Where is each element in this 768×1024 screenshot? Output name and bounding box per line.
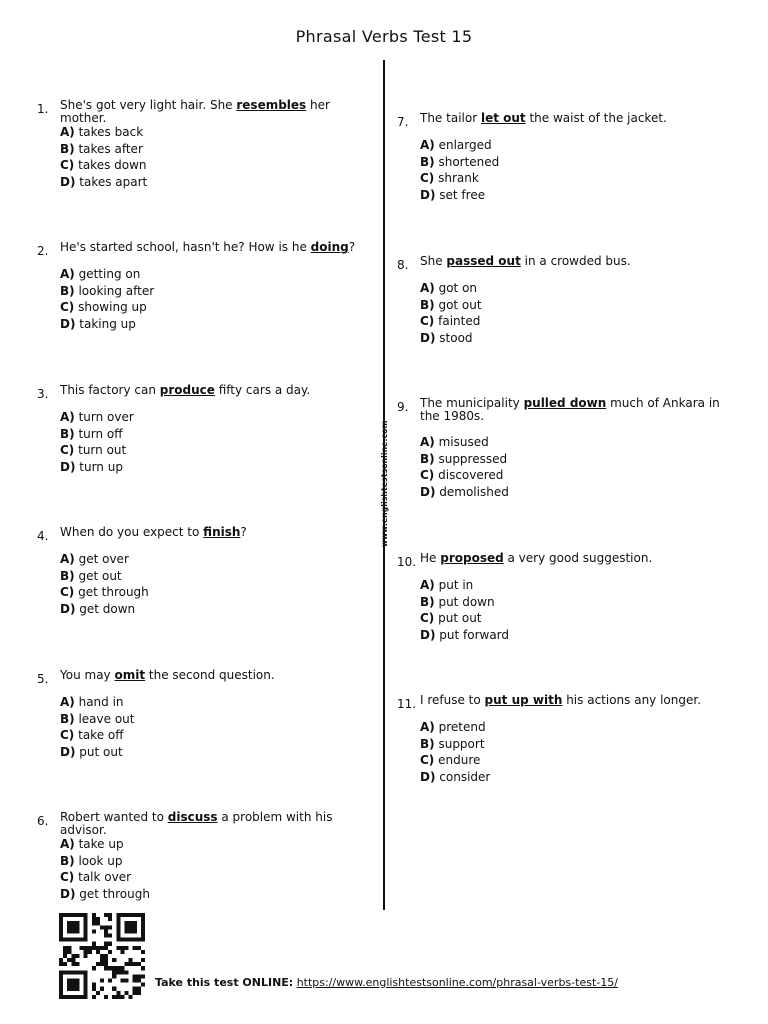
question-text-before: He: [420, 551, 441, 565]
answer-options: [60, 266, 154, 332]
option-letter: B): [60, 141, 75, 156]
question-keyword: produce: [159, 383, 215, 397]
answer-option[interactable]: [420, 154, 499, 171]
answer-option[interactable]: [60, 141, 147, 158]
option-letter: C): [420, 171, 435, 185]
option-text: takes back: [74, 125, 144, 139]
option-letter: C): [60, 870, 75, 884]
question-text-after: ?: [240, 525, 247, 539]
question-text: [420, 255, 738, 268]
answer-option[interactable]: [420, 627, 509, 644]
question-text: [420, 112, 738, 125]
option-letter: D): [420, 187, 436, 202]
option-text: getting on: [74, 267, 141, 281]
answer-option[interactable]: [420, 297, 482, 314]
option-text: talk over: [74, 870, 132, 884]
question-text: [420, 397, 738, 423]
option-text: consider: [435, 769, 491, 784]
option-text: hand in: [74, 695, 124, 709]
question-text-after: the waist of the jacket.: [525, 111, 667, 125]
question-number: 3.: [37, 387, 49, 401]
option-text: put out: [434, 611, 482, 625]
option-letter: D): [420, 769, 436, 784]
answer-options: [420, 434, 509, 500]
option-letter: A): [420, 435, 435, 449]
answer-option[interactable]: [60, 283, 154, 300]
footer-url-link[interactable]: https://www.englishtestsonline.com/phrasal-verbs-test-15/: [296, 976, 618, 989]
option-text: stood: [435, 330, 473, 345]
option-text: takes after: [74, 141, 143, 156]
option-letter: C): [60, 300, 75, 314]
option-letter: D): [60, 316, 76, 331]
option-text: put forward: [435, 627, 510, 642]
option-text: put down: [434, 594, 495, 609]
question-number: 4.: [37, 529, 49, 543]
question-keyword: let out: [480, 111, 526, 125]
answer-option[interactable]: [420, 330, 482, 347]
option-text: leave out: [74, 711, 135, 726]
option-text: put in: [434, 578, 474, 592]
option-letter: B): [60, 426, 75, 441]
option-letter: D): [60, 601, 76, 616]
option-letter: B): [420, 594, 435, 609]
question-text-after: the second question.: [145, 668, 275, 682]
question-text: [60, 811, 378, 837]
option-text: get through: [75, 886, 150, 901]
answer-option[interactable]: [60, 601, 149, 618]
question-text-after: fifty cars a day.: [214, 383, 311, 397]
option-letter: B): [420, 736, 435, 751]
question-text: [60, 526, 378, 539]
option-letter: B): [60, 283, 75, 298]
option-letter: D): [420, 330, 436, 345]
answer-option[interactable]: [60, 157, 147, 174]
option-letter: A): [420, 720, 435, 734]
question-number: 7.: [397, 115, 409, 129]
option-letter: D): [420, 484, 436, 499]
question-keyword: pulled down: [523, 396, 607, 410]
footer-label: Take this test ONLINE:: [155, 976, 294, 989]
option-text: shrank: [434, 171, 479, 185]
option-letter: C): [420, 468, 435, 482]
answer-option[interactable]: [420, 170, 499, 187]
option-letter: B): [60, 568, 75, 583]
question-keyword: omit: [114, 668, 146, 682]
option-letter: C): [60, 585, 75, 599]
question-text-before: She's got very light hair. She: [60, 98, 237, 112]
answer-option[interactable]: [60, 316, 154, 333]
question-text: [420, 694, 738, 707]
option-text: got on: [434, 281, 478, 295]
option-letter: C): [420, 314, 435, 328]
option-letter: D): [60, 174, 76, 189]
option-text: take up: [74, 837, 124, 851]
question-text-after: ?: [348, 240, 356, 254]
answer-option[interactable]: [420, 280, 482, 297]
answer-option[interactable]: [60, 853, 150, 870]
answer-options: [420, 137, 499, 203]
question-keyword: resembles: [236, 98, 307, 112]
option-letter: B): [420, 451, 435, 466]
option-text: demolished: [435, 484, 509, 499]
question-keyword: finish: [203, 525, 241, 539]
option-letter: C): [60, 443, 75, 457]
question-number: 9.: [397, 400, 409, 414]
question-text-before: I refuse to: [420, 693, 485, 707]
question-text-before: The municipality: [420, 396, 524, 410]
question-number: 2.: [37, 244, 49, 258]
option-text: turn over: [74, 410, 134, 424]
answer-option[interactable]: [60, 584, 149, 601]
option-letter: B): [60, 853, 75, 868]
option-text: look up: [74, 853, 123, 868]
option-text: get out: [74, 568, 122, 583]
option-text: support: [434, 736, 485, 751]
question-number: 6.: [37, 814, 49, 828]
page-title: Phrasal Verbs Test 15: [295, 27, 473, 46]
question-number: 10.: [397, 555, 417, 569]
option-letter: D): [420, 627, 436, 642]
answer-option[interactable]: [420, 736, 490, 753]
question-text: [420, 552, 738, 565]
answer-options: [420, 280, 482, 346]
option-text: taking up: [75, 316, 136, 331]
option-text: takes apart: [75, 174, 148, 189]
question-number: 11.: [397, 697, 417, 711]
option-letter: A): [420, 578, 435, 592]
option-text: get over: [74, 552, 129, 566]
option-text: endure: [434, 753, 481, 767]
question-text-after: in a crowded bus.: [520, 254, 631, 268]
answer-option[interactable]: [420, 484, 509, 501]
option-text: showing up: [74, 300, 147, 314]
question-text-after: a problem with his advisor.: [60, 810, 333, 837]
answer-option[interactable]: [60, 174, 147, 191]
question-text-after: her mother.: [60, 98, 330, 125]
answer-option[interactable]: [420, 451, 509, 468]
answer-options: [60, 409, 134, 475]
option-text: misused: [434, 435, 489, 449]
question-text: [60, 384, 378, 397]
option-letter: A): [60, 552, 75, 566]
option-letter: D): [60, 886, 76, 901]
answer-option[interactable]: [60, 568, 149, 585]
question-keyword: put up with: [484, 693, 563, 707]
answer-option[interactable]: [60, 551, 149, 568]
answer-option[interactable]: [420, 467, 509, 484]
option-text: get down: [75, 601, 136, 616]
option-letter: A): [420, 138, 435, 152]
option-text: turn out: [74, 443, 127, 457]
question-keyword: passed out: [446, 254, 521, 268]
option-letter: A): [60, 267, 75, 281]
answer-option[interactable]: [420, 752, 490, 769]
answer-option[interactable]: [420, 137, 499, 154]
option-text: enlarged: [434, 138, 492, 152]
question-text-before: He's started school, hasn't he? How is he: [60, 240, 311, 254]
option-text: shortened: [434, 154, 500, 169]
answer-option[interactable]: [420, 594, 509, 611]
answer-options: [60, 694, 134, 760]
question-text-after: a very good suggestion.: [503, 551, 653, 565]
option-letter: B): [420, 154, 435, 169]
answer-option[interactable]: [60, 886, 150, 903]
question-text-before: This factory can: [60, 383, 160, 397]
option-letter: C): [60, 728, 75, 742]
option-letter: B): [420, 297, 435, 312]
answer-option[interactable]: [420, 610, 509, 627]
option-letter: A): [60, 837, 75, 851]
option-letter: A): [60, 125, 75, 139]
option-text: takes down: [74, 158, 147, 172]
option-letter: D): [60, 459, 76, 474]
answer-option[interactable]: [420, 577, 509, 594]
qr-code-icon: [58, 913, 146, 999]
option-text: looking after: [74, 283, 155, 298]
answer-option[interactable]: [60, 459, 134, 476]
question-text: [60, 99, 378, 125]
question-text-before: She: [420, 254, 447, 268]
answer-option[interactable]: [60, 124, 147, 141]
question-keyword: proposed: [440, 551, 504, 565]
answer-option[interactable]: [420, 434, 509, 451]
option-text: put out: [75, 744, 123, 759]
option-letter: C): [60, 158, 75, 172]
side-url-text: www.englishtestsonline.com: [380, 420, 389, 547]
option-text: turn up: [75, 459, 123, 474]
question-text-after: much of Ankara in the 1980s.: [420, 396, 720, 423]
answer-options: [420, 719, 490, 785]
question-number: 8.: [397, 258, 409, 272]
question-text: [60, 669, 378, 682]
option-text: turn off: [74, 426, 123, 441]
question-text-before: When do you expect to: [60, 525, 204, 539]
answer-option[interactable]: [60, 744, 134, 761]
option-letter: C): [420, 753, 435, 767]
question-text-before: The tailor: [420, 111, 481, 125]
option-letter: B): [60, 711, 75, 726]
answer-option[interactable]: [60, 442, 134, 459]
answer-options: [420, 577, 509, 643]
answer-option[interactable]: [60, 426, 134, 443]
question-keyword: discuss: [167, 810, 218, 824]
answer-options: [60, 551, 149, 617]
question-keyword: doing: [310, 240, 349, 254]
answer-option[interactable]: [60, 266, 154, 283]
answer-options: [60, 836, 150, 902]
question-number: 1.: [37, 102, 49, 116]
question-text-before: Robert wanted to: [60, 810, 168, 824]
question-text-after: his actions any longer.: [562, 693, 702, 707]
answer-option[interactable]: [60, 711, 134, 728]
option-letter: D): [60, 744, 76, 759]
option-text: suppressed: [434, 451, 508, 466]
question-text-before: You may: [60, 668, 115, 682]
answer-option[interactable]: [420, 313, 482, 330]
answer-option[interactable]: [420, 769, 490, 786]
option-text: take off: [74, 728, 124, 742]
option-text: get through: [74, 585, 149, 599]
answer-options: [60, 124, 147, 190]
option-text: pretend: [434, 720, 486, 734]
option-letter: A): [60, 695, 75, 709]
footer-online-link: [155, 976, 618, 989]
answer-option[interactable]: [60, 836, 150, 853]
answer-option[interactable]: [60, 409, 134, 426]
option-text: got out: [434, 297, 482, 312]
option-text: discovered: [434, 468, 504, 482]
option-letter: A): [420, 281, 435, 295]
answer-option[interactable]: [60, 299, 154, 316]
question-text: [60, 241, 378, 254]
answer-option[interactable]: [60, 727, 134, 744]
answer-option[interactable]: [420, 719, 490, 736]
option-letter: C): [420, 611, 435, 625]
answer-option[interactable]: [60, 694, 134, 711]
option-text: fainted: [434, 314, 481, 328]
answer-option[interactable]: [60, 869, 150, 886]
option-letter: A): [60, 410, 75, 424]
question-number: 5.: [37, 672, 49, 686]
answer-option[interactable]: [420, 187, 499, 204]
option-text: set free: [435, 187, 486, 202]
